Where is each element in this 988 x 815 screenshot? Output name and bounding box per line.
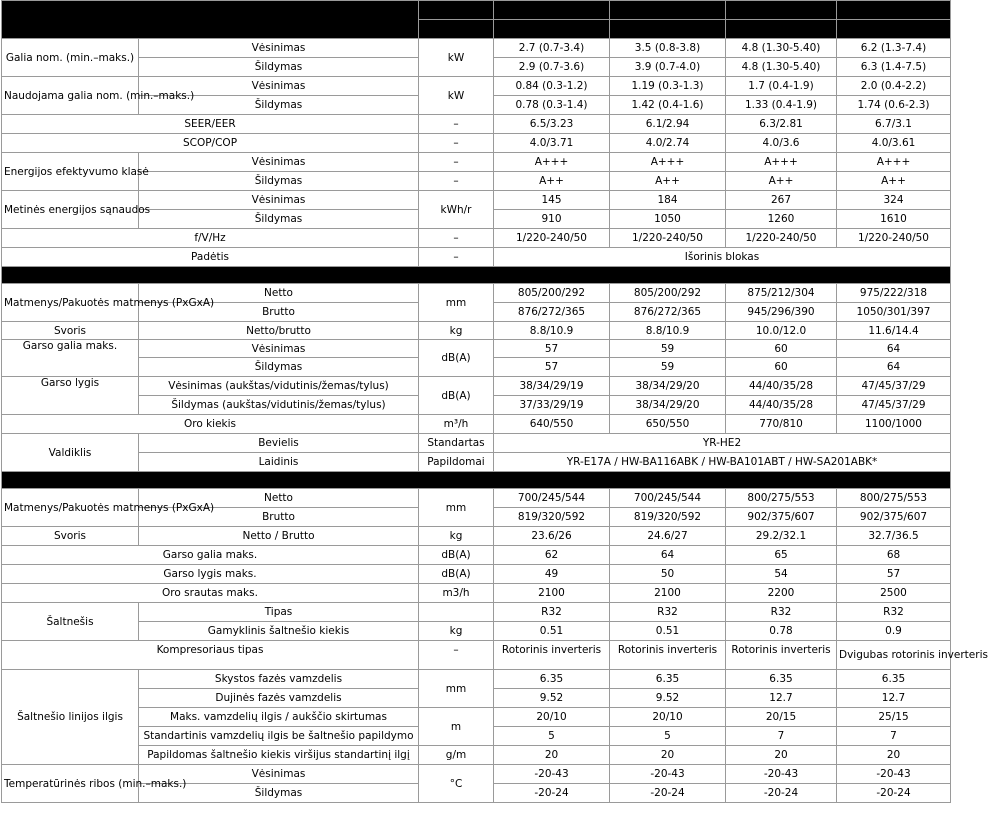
value-cell: Rotorinis inverteris (610, 641, 726, 670)
sub-label: Brutto (139, 303, 419, 322)
value-cell: A++ (726, 172, 837, 191)
value-cell: 770/810 (726, 415, 837, 434)
unit-cell: – (419, 229, 494, 248)
table-row (2, 622, 951, 641)
unit-cell: °C (419, 765, 494, 803)
value-cell: 3.5 (0.8-3.8) (610, 39, 726, 58)
sub-label: Papildomas šaltnešio kiekis viršijus standartinį ilgį (139, 746, 419, 765)
value-cell: 902/375/607 (837, 508, 951, 527)
unit-cell: m³/h (419, 415, 494, 434)
value-cell: 5 (610, 727, 726, 746)
row-label: Matmenys/Pakuotės matmenys (PxGxA) (2, 489, 139, 527)
table-row (2, 708, 951, 727)
sub-label: Netto/brutto (139, 322, 419, 340)
value-cell: 800/275/553 (837, 489, 951, 508)
value-cell: 54 (726, 565, 837, 584)
sub-label: Laidinis (139, 453, 419, 472)
row-label: Naudojama galia nom. (min.–maks.) (2, 77, 139, 115)
value-cell: -20-43 (837, 765, 951, 784)
value-cell: 62 (494, 546, 610, 565)
unit-cell: mm (419, 489, 494, 527)
value-cell: 8.8/10.9 (494, 322, 610, 340)
value-cell: 145 (494, 191, 610, 210)
value-cell: R32 (610, 603, 726, 622)
unit-cell: kW (419, 77, 494, 115)
spec-table (1, 0, 988, 803)
row-label: Matmenys/Pakuotės matmenys (PxGxA) (2, 284, 139, 322)
value-cell: YR-E17A / HW-BA116ABK / HW-BA101ABT / HW-SA201ABK* (494, 453, 951, 472)
sub-label: Šildymas (139, 58, 419, 77)
value-cell: A+++ (726, 153, 837, 172)
table-row (2, 489, 951, 508)
sub-label: Vėsinimas (139, 340, 419, 358)
value-cell: 23.6/26 (494, 527, 610, 546)
value-cell: 1/220-240/50 (837, 229, 951, 248)
value-cell: 800/275/553 (726, 489, 837, 508)
section-title: IŠORINIS BLOKAS (2, 472, 951, 489)
value-cell: 10.0/12.0 (726, 322, 837, 340)
value-cell: 1.42 (0.4-1.6) (610, 96, 726, 115)
value-cell: 184 (610, 191, 726, 210)
unit-cell: kWh/r (419, 191, 494, 229)
table-row (2, 248, 951, 267)
table-row (2, 434, 951, 453)
value-cell: 6.2 (1.3-7.4) (837, 39, 951, 58)
sub-label: Vėsinimas (139, 765, 419, 784)
sub-label: Šildymas (139, 210, 419, 229)
value-cell: 20/10 (494, 708, 610, 727)
unit-cell: – (419, 153, 494, 172)
value-cell: 64 (837, 340, 951, 358)
row-label: Svoris (2, 322, 139, 340)
sub-label: Dujinės fazės vamzdelis (139, 689, 419, 708)
value-cell: 0.78 (0.3-1.4) (494, 96, 610, 115)
sub-label: Bevielis (139, 434, 419, 453)
value-cell: 50 (610, 565, 726, 584)
value-cell: 876/272/365 (494, 303, 610, 322)
value-cell: Dvigubas rotorinis inverteris (837, 641, 951, 670)
table-row (2, 229, 951, 248)
value-cell: 20/15 (726, 708, 837, 727)
unit-cell: dB(A) (419, 565, 494, 584)
value-cell: 2100 (494, 584, 610, 603)
value-cell: 7 (726, 727, 837, 746)
unit-cell: dB(A) (419, 377, 494, 415)
value-cell: 65 (726, 546, 837, 565)
value-cell: 910 (494, 210, 610, 229)
value-cell: 68 (837, 546, 951, 565)
sub-label: Netto / Brutto (139, 527, 419, 546)
sub-label: Vėsinimas (139, 153, 419, 172)
unit-cell (419, 603, 494, 622)
table-row (2, 746, 951, 765)
row-label: Padėtis (2, 248, 419, 267)
value-cell: 38/34/29/20 (610, 377, 726, 396)
unit-cell: kg (419, 527, 494, 546)
sub-label: Tipas (139, 603, 419, 622)
sub-label: Šildymas (aukštas/vidutinis/žemas/tylus) (139, 396, 419, 415)
value-cell: 819/320/592 (494, 508, 610, 527)
value-cell: 4.8 (1.30-5.40) (726, 58, 837, 77)
row-label: Šaltnešio linijos ilgis (2, 670, 139, 765)
row-label: Temperatūrinės ribos (min.–maks.) (2, 765, 139, 803)
unit-cell: dB(A) (419, 546, 494, 565)
row-label: Oro kiekis (2, 415, 419, 434)
value-cell: 64 (610, 546, 726, 565)
value-cell: 49 (494, 565, 610, 584)
value-cell: 64 (837, 358, 951, 377)
value-cell: 20 (610, 746, 726, 765)
table-row (2, 641, 951, 670)
value-cell: 37/33/29/19 (494, 396, 610, 415)
model-header: MODEL (2, 1, 419, 39)
unit-cell: g/m (419, 746, 494, 765)
value-cell: 6.5/3.23 (494, 115, 610, 134)
indoor-model: AS35RBAHRA-PL (610, 1, 726, 20)
value-cell: 1.7 (0.4-1.9) (726, 77, 837, 96)
table-row (2, 565, 951, 584)
value-cell: 267 (726, 191, 837, 210)
value-cell: 8.8/10.9 (610, 322, 726, 340)
value-cell: 29.2/32.1 (726, 527, 837, 546)
unit-cell: – (419, 172, 494, 191)
value-cell: 902/375/607 (726, 508, 837, 527)
sub-label: Netto (139, 284, 419, 303)
value-cell: R32 (837, 603, 951, 622)
value-cell: 59 (610, 358, 726, 377)
value-cell: 38/34/29/19 (494, 377, 610, 396)
value-cell: 20 (494, 746, 610, 765)
value-cell: 1.74 (0.6-2.3) (837, 96, 951, 115)
table-row (2, 584, 951, 603)
table-row (2, 153, 951, 172)
value-cell: 60 (726, 340, 837, 358)
value-cell: 44/40/35/28 (726, 396, 837, 415)
value-cell: 47/45/37/29 (837, 377, 951, 396)
value-cell: 7 (837, 727, 951, 746)
value-cell: 3.9 (0.7-4.0) (610, 58, 726, 77)
value-cell: 700/245/544 (494, 489, 610, 508)
unit-cell: – (419, 134, 494, 153)
sub-label: Vėsinimas (139, 77, 419, 96)
value-cell: 57 (837, 565, 951, 584)
table-row (2, 603, 951, 622)
table-row (2, 377, 951, 396)
value-cell: 975/222/318 (837, 284, 951, 303)
value-cell: 700/245/544 (610, 489, 726, 508)
value-cell: 640/550 (494, 415, 610, 434)
value-cell: 6.1/2.94 (610, 115, 726, 134)
value-cell: 2200 (726, 584, 837, 603)
value-cell: 38/34/29/20 (610, 396, 726, 415)
value-cell: 1100/1000 (837, 415, 951, 434)
unit-cell: – (419, 115, 494, 134)
table-row (2, 670, 951, 689)
value-cell: 0.78 (726, 622, 837, 641)
value-cell: 1/220-240/50 (726, 229, 837, 248)
unit-cell: Papildomai (419, 453, 494, 472)
sub-label: Brutto (139, 508, 419, 527)
row-label: Garso lygis maks. (2, 565, 419, 584)
table-row (2, 546, 951, 565)
value-cell: Rotorinis inverteris (494, 641, 610, 670)
value-cell: 20/10 (610, 708, 726, 727)
value-cell: 1050/301/397 (837, 303, 951, 322)
value-cell: 805/200/292 (494, 284, 610, 303)
value-cell: YR-HE2 (494, 434, 951, 453)
value-cell: 47/45/37/29 (837, 396, 951, 415)
value-cell: 12.7 (726, 689, 837, 708)
value-cell: 650/550 (610, 415, 726, 434)
table-row (2, 453, 951, 472)
value-cell: 4.0/3.61 (837, 134, 951, 153)
value-cell: 9.52 (494, 689, 610, 708)
indoor-model: AS25RBAHRA-PL (494, 1, 610, 20)
table-row (2, 39, 951, 58)
row-label: Metinės energijos sąnaudos (2, 191, 139, 229)
value-cell: 6.3 (1.4-7.5) (837, 58, 951, 77)
value-cell: -20-43 (610, 765, 726, 784)
unit-cell: kW (419, 39, 494, 77)
sub-label: Šildymas (139, 96, 419, 115)
value-cell: 1260 (726, 210, 837, 229)
value-cell: 2500 (837, 584, 951, 603)
row-label: SCOP/COP (2, 134, 419, 153)
value-cell: -20-24 (494, 784, 610, 803)
value-cell: 876/272/365 (610, 303, 726, 322)
table-row (2, 415, 951, 434)
unit-cell: dB(A) (419, 340, 494, 377)
value-cell: 20 (726, 746, 837, 765)
value-cell: -20-43 (494, 765, 610, 784)
value-cell: 24.6/27 (610, 527, 726, 546)
outdoor-model: 1U25YESFRA-3 (494, 20, 610, 39)
sub-label: Šildymas (139, 172, 419, 191)
value-cell: 6.7/3.1 (837, 115, 951, 134)
outdoor-label: Išorinis (419, 20, 494, 39)
row-label: Garso galia maks. (2, 546, 419, 565)
table-row (2, 77, 951, 96)
value-cell: 57 (494, 358, 610, 377)
row-label: Kompresoriaus tipas (2, 641, 419, 670)
table-row (2, 340, 951, 358)
unit-cell: mm (419, 670, 494, 708)
sub-label: Vėsinimas (139, 191, 419, 210)
row-label: Galia nom. (min.–maks.) (2, 39, 139, 77)
row-label: Garso galia maks. (2, 340, 139, 377)
sub-label: Gamyklinis šaltnešio kiekis (139, 622, 419, 641)
value-cell: 4.0/3.6 (726, 134, 837, 153)
value-cell: 0.84 (0.3-1.2) (494, 77, 610, 96)
table-row (2, 284, 951, 303)
unit-cell: kg (419, 622, 494, 641)
sub-label: Šildymas (139, 784, 419, 803)
unit-cell: Standartas (419, 434, 494, 453)
row-label: SEER/EER (2, 115, 419, 134)
sub-label: Skystos fazės vamzdelis (139, 670, 419, 689)
value-cell: 2100 (610, 584, 726, 603)
value-cell: R32 (726, 603, 837, 622)
value-cell: 324 (837, 191, 951, 210)
value-cell: -20-24 (726, 784, 837, 803)
indoor-model: AS50RCBHRA-PL (726, 1, 837, 20)
table-row (2, 134, 951, 153)
value-cell: 2.7 (0.7-3.4) (494, 39, 610, 58)
value-cell: 60 (726, 358, 837, 377)
value-cell: 1/220-240/50 (610, 229, 726, 248)
table-row (2, 191, 951, 210)
value-cell: 6.35 (610, 670, 726, 689)
value-cell: 1610 (837, 210, 951, 229)
value-cell: 44/40/35/28 (726, 377, 837, 396)
value-cell: A+++ (494, 153, 610, 172)
row-label: Garso lygis (2, 377, 139, 415)
sub-label: Maks. vamzdelių ilgis / aukščio skirtumas (139, 708, 419, 727)
value-cell: 32.7/36.5 (837, 527, 951, 546)
value-cell: 4.0/2.74 (610, 134, 726, 153)
table-row (2, 765, 951, 784)
value-cell: 0.9 (837, 622, 951, 641)
section-title: VIDAUS BLOKAS (2, 267, 951, 284)
value-cell: 11.6/14.4 (837, 322, 951, 340)
unit-cell: m3/h (419, 584, 494, 603)
value-cell: -20-24 (837, 784, 951, 803)
value-cell: 1.33 (0.4-1.9) (726, 96, 837, 115)
value-cell: 819/320/592 (610, 508, 726, 527)
table-row (2, 115, 951, 134)
outdoor-model: 1U68MRAFRA-4 (837, 20, 951, 39)
value-cell: 6.35 (726, 670, 837, 689)
value-cell: 6.3/2.81 (726, 115, 837, 134)
value-cell: A++ (837, 172, 951, 191)
table-row (2, 527, 951, 546)
value-cell: 0.51 (494, 622, 610, 641)
value-cell: 1050 (610, 210, 726, 229)
sub-label: Vėsinimas (aukštas/vidutinis/žemas/tylus) (139, 377, 419, 396)
sub-label: Netto (139, 489, 419, 508)
outdoor-model: 1U50MERFRA-4 (726, 20, 837, 39)
value-cell: -20-43 (726, 765, 837, 784)
value-cell: 5 (494, 727, 610, 746)
value-cell: A++ (610, 172, 726, 191)
value-cell: 875/212/304 (726, 284, 837, 303)
value-cell: 59 (610, 340, 726, 358)
indoor-model: AS68RDAHRA-PL (837, 1, 951, 20)
value-cell: A+++ (837, 153, 951, 172)
value-cell: 6.35 (837, 670, 951, 689)
sub-label: Standartinis vamzdelių ilgis be šaltnešio papildymo (139, 727, 419, 746)
value-cell: 1.19 (0.3-1.3) (610, 77, 726, 96)
value-cell: 0.51 (610, 622, 726, 641)
value-cell: 12.7 (837, 689, 951, 708)
indoor-label: Vidinis (419, 1, 494, 20)
value-cell: 4.8 (1.30-5.40) (726, 39, 837, 58)
value-cell: 25/15 (837, 708, 951, 727)
value-cell: Išorinis blokas (494, 248, 951, 267)
value-cell: 805/200/292 (610, 284, 726, 303)
unit-cell: – (419, 248, 494, 267)
value-cell: 2.0 (0.4-2.2) (837, 77, 951, 96)
sub-label: Šildymas (139, 358, 419, 377)
sub-label: Vėsinimas (139, 39, 419, 58)
value-cell: 1/220-240/50 (494, 229, 610, 248)
value-cell: 4.0/3.71 (494, 134, 610, 153)
value-cell: 57 (494, 340, 610, 358)
value-cell: 9.52 (610, 689, 726, 708)
value-cell: -20-24 (610, 784, 726, 803)
value-cell: 6.35 (494, 670, 610, 689)
outdoor-model: 1U35YESFRA-4 (610, 20, 726, 39)
value-cell: 20 (837, 746, 951, 765)
row-label: f/V/Hz (2, 229, 419, 248)
value-cell: A+++ (610, 153, 726, 172)
unit-cell: kg (419, 322, 494, 340)
unit-cell: mm (419, 284, 494, 322)
unit-cell: – (419, 641, 494, 670)
value-cell: 945/296/390 (726, 303, 837, 322)
value-cell: 2.9 (0.7-3.6) (494, 58, 610, 77)
row-label: Šaltnešis (2, 603, 139, 641)
row-label: Energijos efektyvumo klasė (2, 153, 139, 191)
value-cell: R32 (494, 603, 610, 622)
row-label: Oro srautas maks. (2, 584, 419, 603)
table-row (2, 322, 951, 340)
row-label: Valdiklis (2, 434, 139, 472)
value-cell: A++ (494, 172, 610, 191)
row-label: Svoris (2, 527, 139, 546)
value-cell: Rotorinis inverteris (726, 641, 837, 670)
unit-cell: m (419, 708, 494, 746)
